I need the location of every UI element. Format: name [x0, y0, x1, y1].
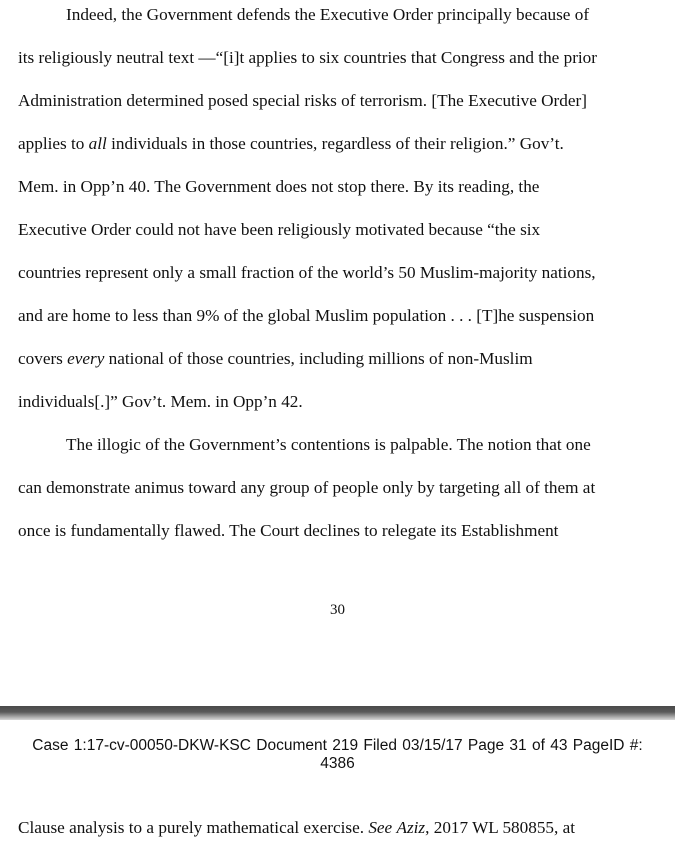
line-text-before: covers [18, 349, 68, 368]
paragraph-1-line-5: Mem. in Opp’n 40. The Government does not stop there. By its reading, the [18, 177, 540, 196]
paragraph-1-line-4 [18, 133, 564, 155]
line-text-before: Clause analysis to a purely mathematical exercise. [18, 818, 369, 837]
line-text-after: , 2017 WL 580855, at [425, 818, 576, 837]
page-number: 30 [330, 602, 345, 618]
case-header-line-1: Case 1:17-cv-00050-DKW-KSC Document 219 Filed 03/15/17 Page 31 of 43 PageID #: [32, 737, 643, 754]
line-text-after: national of those countries, including millions of non-Muslim [104, 349, 533, 368]
paragraph-1-line-2: its religiously neutral text —“[i]t applies to six countries that Congress and the prior [18, 48, 598, 67]
paragraph-1-line-3: Administration determined posed special risks of terrorism. [The Executive Order] [18, 91, 587, 110]
paragraph-1-line-1: Indeed, the Government defends the Executive Order principally because of [66, 5, 590, 24]
paragraph-1-line-8: and are home to less than 9% of the global Muslim population . . . [T]he suspension [18, 306, 595, 325]
line-text-after: individuals in those countries, regardless of their religion.” Gov’t. [106, 134, 564, 153]
page-31-line-1 [18, 817, 575, 839]
case-name: Aziz [396, 818, 426, 837]
italic-emphasis: every [67, 349, 105, 368]
paragraph-1-line-7: countries represent only a small fraction of the world’s 50 Muslim-majority nations, [18, 263, 596, 282]
line-text-before: applies to [18, 134, 89, 153]
paragraph-2-line-2: can demonstrate animus toward any group of people only by targeting all of them at [18, 478, 596, 497]
paragraph-1-line-10: individuals[.]” Gov’t. Mem. in Opp’n 42. [18, 392, 303, 411]
page-separator [0, 706, 675, 720]
paragraph-1-line-9 [18, 348, 533, 370]
paragraph-2-line-3: once is fundamentally flawed. The Court declines to relegate its Establishment [18, 521, 559, 540]
paragraph-1-line-6: Executive Order could not have been religiously motivated because “the six [18, 220, 541, 239]
italic-emphasis: all [88, 134, 107, 153]
paragraph-2-line-1: The illogic of the Government’s contentions is palpable. The notion that one [66, 435, 591, 454]
case-header-line-2: 4386 [320, 755, 355, 772]
citation-signal: See [368, 818, 393, 837]
